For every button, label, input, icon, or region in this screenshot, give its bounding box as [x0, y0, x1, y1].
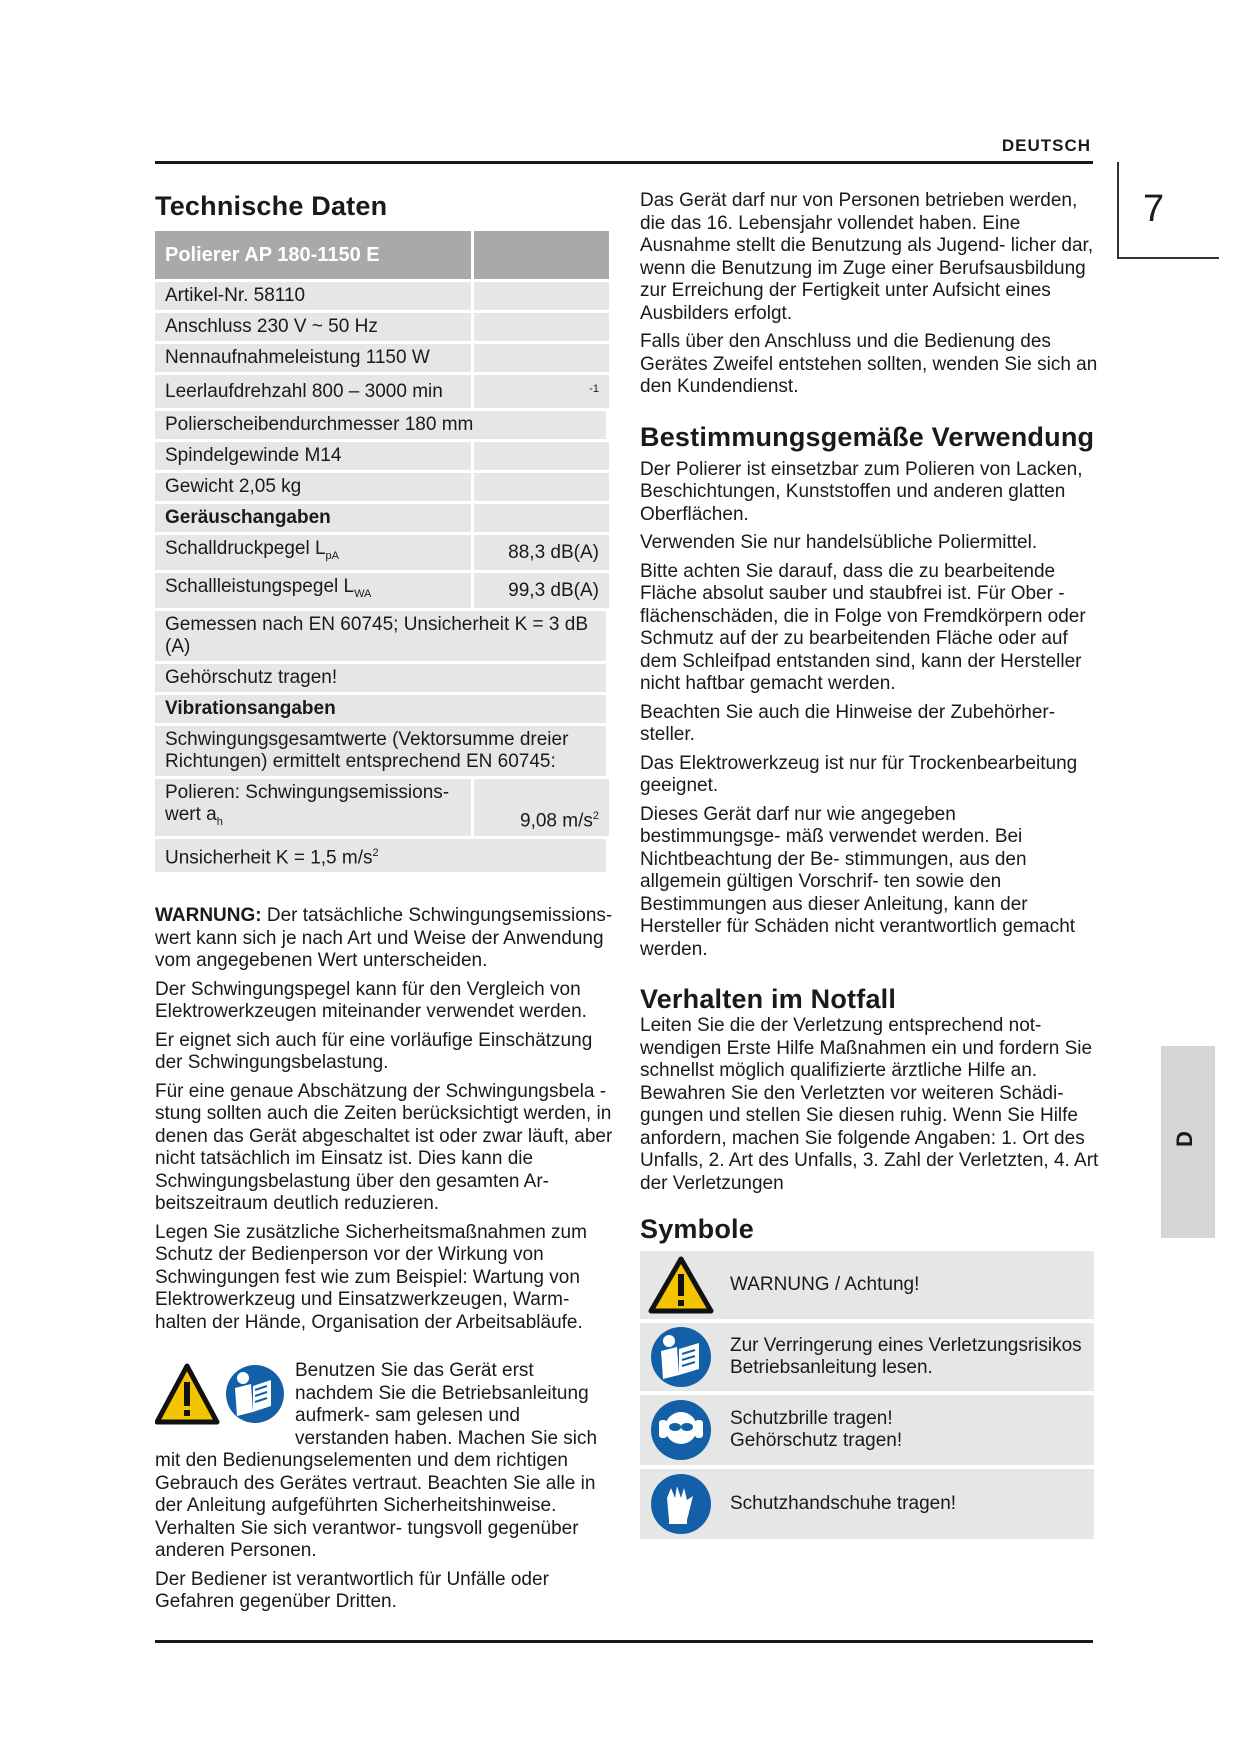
- read-manual-icon: [226, 1365, 284, 1423]
- symbol-row: [640, 1251, 1094, 1319]
- right-column: [640, 190, 1100, 1543]
- table-row: Leerlaufdrehzahl 800 – 3000 min: [155, 375, 474, 408]
- warning-paragraph: WARNUNG: Der tatsächliche Schwingungsemissions- wert kann sich je nach Art und Weise der Anwendung vom angegebenen Wert unterscheiden.: [155, 905, 613, 972]
- goggles-ear-protection-icon: [649, 1398, 713, 1462]
- symbol-text: Gehörschutz tragen!: [730, 1430, 903, 1451]
- paragraph: Der Polierer ist einsetzbar zum Polieren von Lacken, Beschichtungen, Kunststoffen und anderen glatten Oberflächen.: [640, 458, 1083, 525]
- table-value: 99,3 dB(A): [474, 573, 609, 608]
- warning-triangle-icon: [648, 1255, 714, 1315]
- paragraph: Benutzen Sie das Gerät erst nachdem Sie die Betriebsanleitung aufmerk- sam gelesen und verstanden haben. Machen Sie sich mit den Bedienungselementen und dem richtigen Gebrauch des Gerätes vertraut. Beachten Sie alle in der Anleitung aufgeführten Sicherheitshinweise. Verhalten Sie sich verantwor- tungsvoll gegenüber anderen Personen.: [155, 1360, 598, 1562]
- use-title: Bestimmungsgemäße Verwendung: [640, 421, 1095, 452]
- symbol-text: Schutzhandschuhe tragen!: [730, 1493, 957, 1514]
- table-row: Schallleistungspegel $L_{WA}$: [155, 573, 474, 608]
- table-row: Gemessen nach EN 60745; Unsicherheit K = 3 dB (A): [155, 611, 609, 661]
- table-row: Unsicherheit K = 1,5 $m/s^2$: [155, 839, 609, 872]
- read-manual-icons: [155, 1360, 285, 1430]
- warning-label: WARNUNG:: [155, 905, 262, 927]
- warning-block: [155, 905, 615, 1334]
- table-section-title: Vibrationsangaben: [155, 695, 609, 723]
- warning-triangle-icon: [157, 1366, 217, 1422]
- symbole-title: Symbole: [640, 1214, 754, 1244]
- table-row: Polierscheibendurchmesser 180 mm: [155, 411, 609, 439]
- table-row: Artikel-Nr. 58110: [155, 282, 474, 310]
- paragraph: Für eine genaue Abschätzung der Schwingungsbela - stung sollten auch die Zeiten berücksichtigt werden, in denen das Gerät abgeschaltet ist oder zwar läuft, aber nicht tatsächlich im Einsatz ist. Dies kann die Schwingungsbelastung über den gesamten Ar- beitszeitraum deutlich reduzieren.: [155, 1080, 613, 1215]
- page-number-box: [1117, 162, 1219, 259]
- table-row: Nennaufnahmeleistung 1150 W: [155, 344, 474, 372]
- paragraph: Beachten Sie auch die Hinweise der Zubehörher- steller.: [640, 701, 1056, 745]
- table-row: Polieren: Schwingungsemissions- wert $a_h$: [155, 779, 474, 836]
- table-row: Gehörschutz tragen!: [155, 664, 609, 692]
- table-value: 9,08 $m/s^2$: [474, 779, 609, 836]
- side-tab-letter: D: [1171, 1131, 1197, 1147]
- paragraph: Falls über den Anschluss und die Bedienung des Gerätes Zweifel entstehen sollten, wenden Sie sich an den Kundendienst.: [640, 331, 1098, 397]
- spec-table: [155, 228, 609, 875]
- table-head: Polierer AP 180-1150 E: [155, 231, 474, 279]
- notfall-title: Verhalten im Notfall: [640, 984, 897, 1014]
- symbol-text: Schutzbrille tragen!: [730, 1408, 893, 1429]
- read-manual-icon: [649, 1325, 713, 1389]
- gloves-icon: [649, 1472, 713, 1536]
- paragraph: Er eignet sich auch für eine vorläufige Einschätzung der Schwingungsbelastung.: [155, 1029, 593, 1074]
- paragraph: Bitte achten Sie darauf, dass die zu bearbeitende Fläche absolut sauber und staubfrei ist. Für Ober - flächenschäden, die in Folge von Fremdkörpern oder Schmutz auf der zu bearbeitenden Fläche oder auf dem Schleifpad entstanden sind, kann der Hersteller nicht haftbar gemacht werden.: [640, 560, 1086, 694]
- symbol-row: [640, 1323, 1094, 1391]
- unit-superscript: -1: [589, 383, 599, 395]
- left-column: [155, 190, 615, 1620]
- paragraph: Der Schwingungspegel kann für den Vergleich von Elektrowerkzeugen miteinander verwendet werden.: [155, 978, 587, 1023]
- paragraph: Der Bediener ist verantwortlich für Unfälle oder Gefahren gegenüber Dritten.: [155, 1568, 549, 1613]
- table-row: Anschluss 230 V ~ 50 Hz: [155, 313, 474, 341]
- table-row: Spindelgewinde M14: [155, 442, 474, 470]
- symbol-table: [640, 1251, 1094, 1539]
- read-manual-block: [155, 1360, 615, 1614]
- table-row: Gewicht 2,05 kg: [155, 473, 474, 501]
- symbol-text: Zur Verringerung eines Verletzungsrisikos Betriebsanleitung lesen.: [730, 1335, 1082, 1378]
- symbol-text: WARNUNG / Achtung!: [730, 1274, 920, 1295]
- table-row: Schwingungsgesamtwerte (Vektorsumme dreier Richtungen) ermittelt entsprechend EN 60745:: [155, 726, 609, 776]
- table-row: Schalldruckpegel $L_{pA}$: [155, 535, 474, 570]
- table-value: 88,3 dB(A): [474, 535, 609, 570]
- tech-title: Technische Daten: [155, 191, 388, 221]
- header-rule: [155, 161, 1093, 164]
- paragraph: Das Gerät darf nur von Personen betrieben werden, die das 16. Lebensjahr vollendet haben. Eine Ausnahme stellt die Benutzung als Jugend- licher dar, wenn die Benutzung im Zuge einer Berufsausbildung zur Erreichung der Fertigkeit unter Aufsicht eines Ausbilders erfolgt.: [640, 190, 1094, 324]
- paragraph: Das Elektrowerkzeug ist nur für Trockenbearbeitung geeignet.: [640, 752, 1078, 796]
- symbol-row: [640, 1469, 1094, 1539]
- paragraph: Verwenden Sie nur handelsübliche Poliermittel.: [640, 532, 1038, 553]
- paragraph: Dieses Gerät darf nur wie angegeben bestimmungsge- mäß verwendet werden. Bei Nichtbeachtung der Be- stimmungen, aus den allgemein gültigen Vorschrif- ten sowie den Bestimmungen aus dieser Anleitung, kann der Hersteller für Schäden nicht verantwortlich gemacht werden.: [640, 803, 1076, 960]
- paragraph: Leiten Sie die der Verletzung entsprechend not- wendigen Erste Hilfe Maßnahmen ein und fordern Sie schnellst möglich qualifizierte ärztliche Hilfe an. Bewahren Sie den Verletzten vor weiteren Schädi- gungen und stellen Sie diesen ruhig. Wenn Sie Hilfe anfordern, machen Sie folgende Angaben: 1. Ort des Unfalls, 2. Art des Unfalls, 3. Zahl der Verletzten, 4. Art der Verletzungen: [640, 1015, 1099, 1194]
- table-section-title: Geräuschangaben: [155, 504, 474, 532]
- language-label: DEUTSCH: [1001, 136, 1091, 155]
- page-number: 7: [1143, 188, 1165, 230]
- footer-rule: [155, 1640, 1093, 1643]
- paragraph: Legen Sie zusätzliche Sicherheitsmaßnahmen zum Schutz der Bedienperson vor der Wirkung von Schwingungen fest wie zum Beispiel: Wartung von Elektrowerkzeug und Einsatzwerkzeugen, Warm- halten der Hände, Organisation der Arbeitsabläufe.: [155, 1221, 587, 1333]
- symbol-row: [640, 1395, 1094, 1465]
